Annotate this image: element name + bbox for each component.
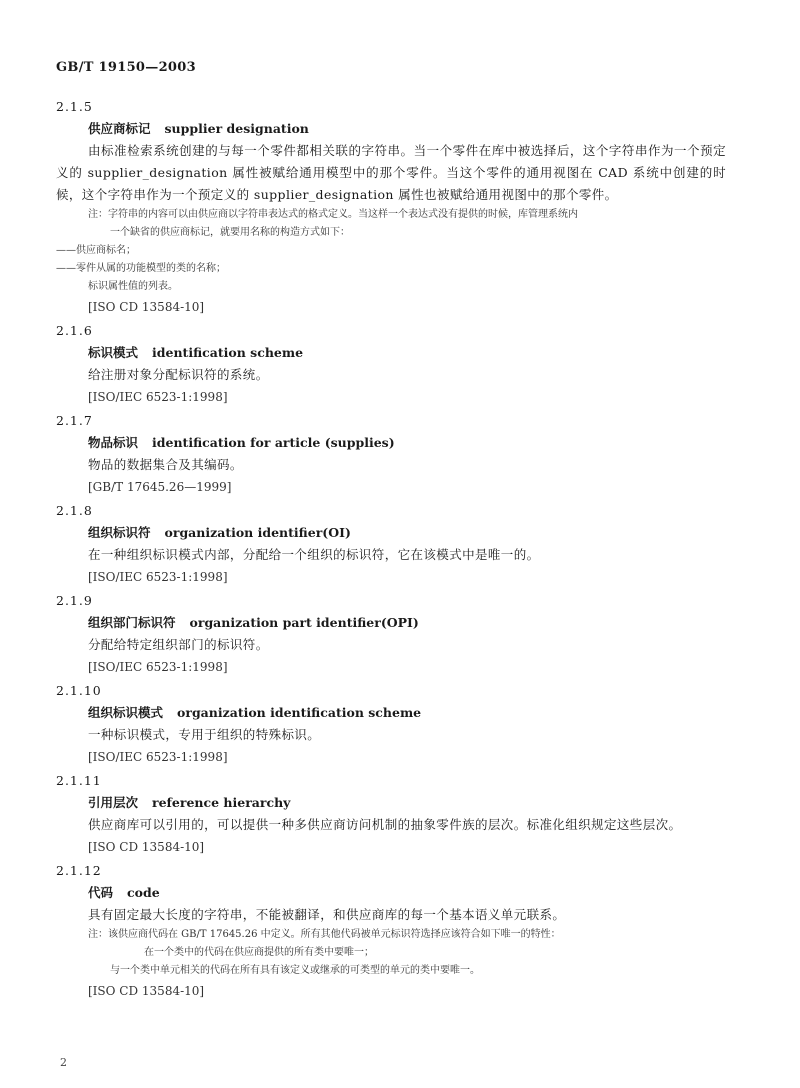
standard-number-header: GB/T 19150—2003 — [56, 60, 196, 75]
term-title — [88, 118, 726, 140]
term-en: organization identifier(OI) — [164, 525, 351, 540]
term-title — [88, 702, 726, 724]
term-note: 注：字符串的内容可以由供应商以字符串表达式的格式定义。当这样一个表达式没有提供的时候，库管理系统内 — [88, 209, 578, 220]
term-reference: [ISO CD 13584-10] — [88, 300, 205, 314]
note-dash-item: ——零件从属的功能模型的类的名称； — [56, 263, 226, 274]
page-number: 2 — [60, 1056, 67, 1069]
term-zh: 组织标识符 — [88, 525, 151, 540]
term-sections — [56, 96, 726, 1004]
term-zh: 组织标识模式 — [88, 705, 164, 720]
term-title — [88, 792, 726, 814]
term-reference: [ISO/IEC 6523-1:1998] — [88, 570, 228, 584]
term-definition: 供应商库可以引用的，可以提供一种多供应商访问机制的抽象零件族的层次。标准化组织规定这些层次。 — [88, 817, 682, 832]
term-definition: 分配给特定组织部门的标识符。 — [88, 637, 269, 652]
term-note-continued: 一个缺省的供应商标记，就要用名称的构造方式如下： — [110, 227, 350, 238]
section-number: 2.1.9 — [56, 593, 93, 608]
section-number: 2.1.6 — [56, 323, 93, 338]
term-definition: 物品的数据集合及其编码。 — [88, 457, 243, 472]
term-section-2-1-5 — [56, 96, 726, 318]
term-definition: 具有固定最大长度的字符串，不能被翻译，和供应商库的每一个基本语义单元联系。 — [88, 907, 566, 922]
term-reference: [ISO CD 13584-10] — [88, 840, 205, 854]
term-en: organization identification scheme — [177, 705, 422, 720]
term-en: reference hierarchy — [152, 795, 291, 810]
term-reference: [ISO CD 13584-10] — [88, 984, 205, 998]
section-number: 2.1.10 — [56, 683, 102, 698]
section-number: 2.1.11 — [56, 773, 102, 788]
term-en: identification for article (supplies) — [152, 435, 395, 450]
section-number: 2.1.12 — [56, 863, 102, 878]
section-number: 2.1.7 — [56, 413, 93, 428]
term-section-2-1-12 — [56, 860, 726, 1002]
term-section-2-1-8 — [56, 500, 726, 588]
note-bullet-item: 与一个类中单元相关的代码在所有具有该定义或继承的可类型的单元的类中要唯一。 — [110, 965, 480, 976]
term-definition: 一种标识模式，专用于组织的特殊标识。 — [88, 727, 321, 742]
term-en: code — [127, 885, 160, 900]
term-reference: [GB/T 17645.26—1999] — [88, 480, 232, 494]
term-zh: 标识模式 — [88, 345, 139, 360]
term-note: 注：该供应商代码在 GB/T 17645.26 中定义。所有其他代码被单元标识符选择应该符合如下唯一的特性： — [88, 929, 561, 940]
term-en: identification scheme — [152, 345, 304, 360]
term-title — [88, 432, 726, 454]
term-title — [88, 612, 726, 634]
note-dash-item: ——供应商标名； — [56, 245, 136, 256]
term-reference: [ISO/IEC 6523-1:1998] — [88, 390, 228, 404]
term-zh: 供应商标记 — [88, 121, 151, 136]
term-en: supplier designation — [164, 121, 309, 136]
term-title — [88, 882, 726, 904]
term-title — [88, 342, 726, 364]
term-title — [88, 522, 726, 544]
term-section-2-1-7 — [56, 410, 726, 498]
term-section-2-1-9 — [56, 590, 726, 678]
term-reference: [ISO/IEC 6523-1:1998] — [88, 750, 228, 764]
term-zh: 引用层次 — [88, 795, 139, 810]
section-number: 2.1.8 — [56, 503, 93, 518]
section-number: 2.1.5 — [56, 99, 93, 114]
term-definition: 在一种组织标识模式内部，分配给一个组织的标识符，它在该模式中是唯一的。 — [88, 547, 540, 562]
term-en: organization part identifier(OPI) — [189, 615, 419, 630]
note-bullet-item: 在一个类中的代码在供应商提供的所有类中要唯一； — [144, 947, 374, 958]
term-zh: 物品标识 — [88, 435, 139, 450]
term-section-2-1-10 — [56, 680, 726, 768]
term-section-2-1-11 — [56, 770, 726, 858]
note-dash-tail: 标识属性值的列表。 — [88, 281, 178, 292]
term-section-2-1-6 — [56, 320, 726, 408]
term-reference: [ISO/IEC 6523-1:1998] — [88, 660, 228, 674]
term-definition: 由标准检索系统创建的与每一个零件都相关联的字符串。当一个零件在库中被选择后，这个字符串作为一个预定义的 supplier_designation 属性被赋给通用模型中的那个零件。当这个零件的通用视图在 CAD 系统中创建的时候，这个字符串作为一个预定义的 supplier_designation 属性也被赋给通用视图中的那个零件。 — [56, 143, 726, 202]
term-zh: 代码 — [88, 885, 114, 900]
term-definition: 给注册对象分配标识符的系统。 — [88, 367, 269, 382]
term-zh: 组织部门标识符 — [88, 615, 176, 630]
